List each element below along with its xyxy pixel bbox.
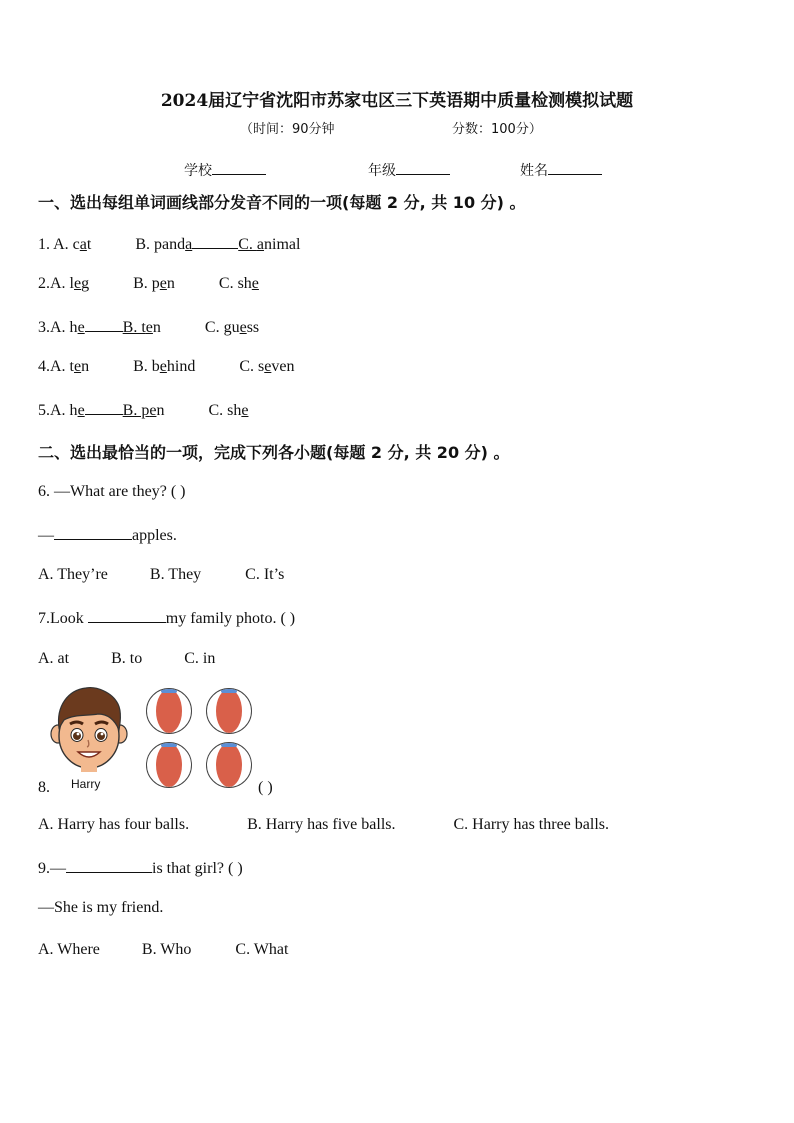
q6-prompt: 6. —What are they? ( ) [38, 483, 186, 500]
q4-number: 4. [38, 358, 50, 375]
grade-label: 年级 [368, 163, 396, 179]
q4-option-b[interactable]: B. behind [133, 358, 196, 375]
q3-number: 3. [38, 319, 50, 336]
harry-caption: Harry [71, 777, 101, 791]
q3-option-b[interactable]: B. ten [122, 319, 161, 336]
q2-option-c[interactable]: C. she [218, 275, 259, 292]
boy-face-icon [50, 684, 128, 772]
ball-icon [206, 688, 252, 734]
q3-line [85, 317, 123, 332]
q6-option-a[interactable]: A. They’re [38, 566, 108, 583]
exam-score: 分数：100分） [452, 122, 542, 137]
q9-options [38, 941, 288, 959]
question-1 [38, 234, 300, 254]
q1-option-c[interactable]: C. animal [238, 236, 301, 253]
q7-option-c[interactable]: C. in [184, 650, 216, 667]
question-4 [38, 358, 294, 376]
section2-title: 二、选出最恰当的一项，完成下列各小题(每题 2 分, 共 20 分) 。 [38, 443, 510, 462]
q9-option-a[interactable]: A. Where [38, 941, 100, 958]
q9-option-c[interactable]: C. What [235, 941, 289, 958]
q5-option-a[interactable]: A. he [50, 402, 85, 419]
exam-time: （时间：90分钟 [240, 122, 335, 137]
q2-option-b[interactable]: B. pen [133, 275, 175, 292]
q7-options [38, 650, 215, 668]
q7-prompt: 7.Look my family photo. ( ) [38, 610, 296, 627]
q3-option-c[interactable]: C. guess [204, 319, 260, 336]
q1-option-b[interactable]: B. panda [135, 236, 193, 253]
q5-number: 5. [38, 402, 50, 419]
q2-option-a[interactable]: A. leg [50, 275, 90, 292]
grade-field[interactable] [368, 160, 450, 180]
q7-option-a[interactable]: A. at [38, 650, 70, 667]
q6-blank[interactable] [54, 525, 132, 540]
q8-number: 8. [38, 779, 50, 796]
page-title: 2024届辽宁省沈阳市苏家屯区三下英语期中质量检测模拟试题 [160, 91, 634, 111]
question-2 [38, 275, 259, 293]
q7-option-b[interactable]: B. to [111, 650, 143, 667]
q6-option-b[interactable]: B. They [149, 566, 202, 583]
q5-line [85, 400, 123, 415]
q8-option-a[interactable]: A. Harry has four balls. [38, 816, 190, 833]
question-5 [38, 400, 248, 420]
q9-blank[interactable] [66, 858, 152, 873]
school-label: 学校 [184, 163, 212, 179]
q8-option-c[interactable]: C. Harry has three balls. [453, 816, 609, 833]
ball-icon [146, 688, 192, 734]
q1-option-a[interactable]: A. cat [53, 236, 92, 253]
q4-option-a[interactable]: A. ten [50, 358, 90, 375]
ball-icon [146, 742, 192, 788]
school-blank[interactable] [212, 160, 266, 175]
q5-option-c[interactable]: C. she [208, 402, 249, 419]
q8-answer-paren[interactable]: ( ) [258, 779, 273, 796]
q9-prompt: 9.— is that girl? ( ) [38, 860, 243, 877]
section1-title: 一、选出每组单词画线部分发音不同的一项(每题 2 分, 共 10 分) 。 [38, 193, 526, 212]
grade-blank[interactable] [396, 160, 450, 175]
q8-options [38, 816, 609, 834]
q6-options [38, 566, 284, 584]
school-field[interactable] [184, 160, 266, 180]
question-3 [38, 317, 259, 337]
q6-answer-line: — apples. [38, 527, 177, 544]
q7-blank[interactable] [88, 608, 166, 623]
name-field[interactable] [520, 160, 602, 180]
q5-option-b[interactable]: B. pen [122, 402, 165, 419]
q9-option-b[interactable]: B. Who [141, 941, 192, 958]
q1-number: 1. [38, 236, 54, 253]
q6-option-c[interactable]: C. It’s [245, 566, 285, 583]
q1-line [192, 234, 238, 249]
name-blank[interactable] [548, 160, 602, 175]
ball-icon [206, 742, 252, 788]
q2-number: 2. [38, 275, 50, 292]
q8-option-b[interactable]: B. Harry has five balls. [247, 816, 396, 833]
q3-option-a[interactable]: A. he [50, 319, 85, 336]
q4-option-c[interactable]: C. seven [239, 358, 295, 375]
q9-response: —She is my friend. [38, 899, 164, 916]
name-label: 姓名 [520, 163, 548, 179]
